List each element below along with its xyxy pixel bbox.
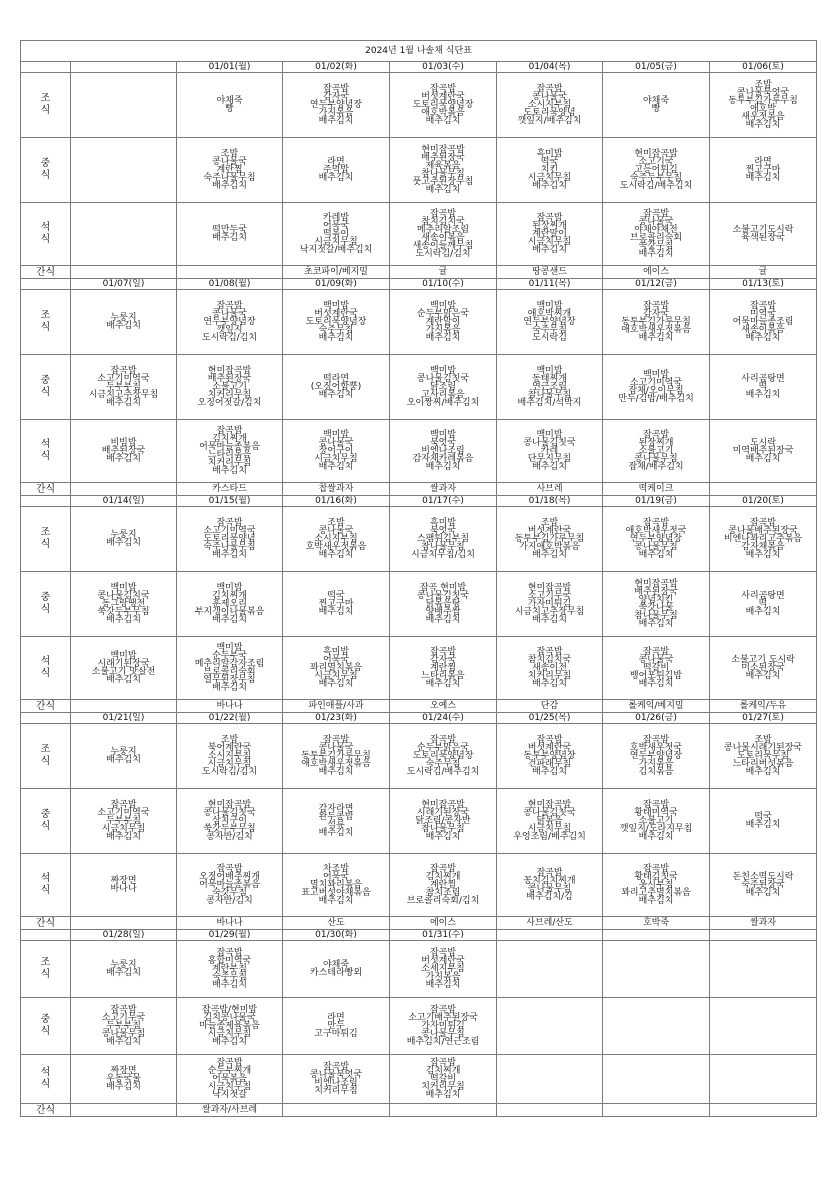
dinner-row <box>21 854 817 917</box>
menu-cell: 조밥 북어계란국 소시지부침 시금치무침 도시락김/김치 <box>177 724 283 789</box>
snack-row <box>21 917 817 930</box>
snack-row <box>21 1104 817 1117</box>
menu-cell: 현미잡곡밥 배추된장국 제육볶음 참나물무침 풋고추된장무침 배추김치 <box>390 138 497 203</box>
lunch-row <box>21 789 817 854</box>
date-row-corner <box>21 930 71 941</box>
menu-cell: 잡곡밥 호박새우젓국 연두부양념장 가지볶음 김치볶음 <box>603 724 710 789</box>
menu-cell: 도시락 미역배추된장국 배추김치 <box>710 420 817 483</box>
menu-cell: 라면 주먹밥 배추김치 <box>283 138 390 203</box>
date-cell: 01/23(화) <box>283 713 390 724</box>
breakfast-label: 조 식 <box>21 290 71 355</box>
date-cell: 01/20(토) <box>710 496 817 507</box>
menu-cell: 비빔밥 배추된장국 배추김치 <box>71 420 177 483</box>
menu-cell: 조밥 콩나물시래기된장국 도토리묵무침 느타리버섯볶음 배추김치 <box>710 724 817 789</box>
menu-cell: 백미밥 애호박찌개 연두부양념장 숙주무침 도시락김 <box>497 290 603 355</box>
menu-cell: 잡곡밥 소고기미역국 두부부침 시금치무침 배추김치 <box>71 789 177 854</box>
lunch-row <box>21 998 817 1055</box>
menu-cell: 감자라면 완두콩밥 석류 배추김치 <box>283 789 390 854</box>
menu-cell: 백미밥 소고기미역국 잡채/오이무침 만두/김밥/배추김치 <box>603 355 710 420</box>
date-cell: 01/11(목) <box>497 279 603 290</box>
date-cell: 01/17(수) <box>390 496 497 507</box>
snack-row <box>21 700 817 713</box>
dinner-label: 석 식 <box>21 420 71 483</box>
menu-cell: 잡곡밥 콩나물국 소시지부침 도토리묵양념 깻잎지/배추김치 <box>497 73 603 138</box>
snack-label: 간식 <box>21 266 71 279</box>
breakfast-label: 조 식 <box>21 73 71 138</box>
lunch-label: 중 식 <box>21 789 71 854</box>
dinner-label: 석 식 <box>21 1055 71 1104</box>
menu-cell: 잡곡밥 콩나물국 동투부김가루무침 애호박새우젓볶음 배추김치 <box>283 724 390 789</box>
menu-cell: 백미밥 버섯계란국 도토리묵양념장 숙주무침 배추김치 <box>283 290 390 355</box>
menu-cell: 흑미밥 북엇국 스팸튀김부침 참나물무침 시금치무침/김치 <box>390 507 497 572</box>
menu-cell: 누룽지 배추김치 <box>71 507 177 572</box>
date-cell: 01/05(금) <box>603 62 710 73</box>
menu-cell: 현미잡곡밥 콩나물김칫국 닭볶음 시금치무침 우엉조림/배추김치 <box>497 789 603 854</box>
date-cell: 01/07(일) <box>71 279 177 290</box>
menu-cell: 잡곡밥 소고기무국 두부부침 콩나물무침 배추김치 <box>71 998 177 1055</box>
date-row <box>21 496 817 507</box>
menu-cell: 조밥 콩나물국 소시지부침 호박새우젓볶음 배추김치 <box>283 507 390 572</box>
breakfast-row <box>21 941 817 998</box>
snack-label: 간식 <box>21 483 71 496</box>
dinner-label: 석 식 <box>21 203 71 266</box>
date-cell: 01/13(토) <box>710 279 817 290</box>
date-row <box>21 279 817 290</box>
menu-cell: 잡곡밥 콩나물북엇국 비엔나조림 치커리무침 <box>283 1055 390 1104</box>
snack-cell: 귤 <box>390 266 497 279</box>
date-cell: 01/31(수) <box>390 930 497 941</box>
date-cell: 01/29(월) <box>177 930 283 941</box>
menu-cell: 잡곡밥 황태미역국 소불고기 깻잎지/도라지무침 배추김치 <box>603 789 710 854</box>
date-row <box>21 930 817 941</box>
date-cell: 01/09(화) <box>283 279 390 290</box>
date-row-corner <box>21 713 71 724</box>
date-cell: 01/21(일) <box>71 713 177 724</box>
menu-cell: 잡곡밥/현미밥 김치콩나물국 마늘종제육볶음 시금치무침 배추김치 <box>177 998 283 1055</box>
menu-cell: 흑미밥 어묵국 꽈리멸치볶음 시금치무침 배추김치 <box>283 637 390 700</box>
snack-cell <box>71 266 177 279</box>
menu-cell <box>603 998 710 1055</box>
date-row-corner <box>21 62 71 73</box>
menu-cell: 소불고기 도시락 미소된장국 배추김치 <box>710 637 817 700</box>
breakfast-label: 조 식 <box>21 941 71 998</box>
date-cell <box>497 930 603 941</box>
menu-cell: 잡곡밥 꽁치김치찌개 콩나물무침 배추김치/김 <box>497 854 603 917</box>
dinner-row <box>21 637 817 700</box>
menu-cell: 누룽지 배추김치 <box>71 941 177 998</box>
snack-cell: 파인애플/사과 <box>283 700 390 713</box>
menu-cell: 백미밥 시래기된장국 소불고기 맛살전 배추김치 <box>71 637 177 700</box>
meal-plan-body <box>21 41 817 1117</box>
date-cell: 01/19(금) <box>603 496 710 507</box>
menu-cell <box>710 1055 817 1104</box>
menu-cell: 잡곡밥 감자국 연두부양념장 가지볶음 배추김치 <box>283 73 390 138</box>
date-cell: 01/15(월) <box>177 496 283 507</box>
date-cell: 01/26(금) <box>603 713 710 724</box>
menu-cell <box>71 138 177 203</box>
menu-cell: 잡곡밥 김치찌개 계란찜 참치조림 브로콜리숙회/김치 <box>390 854 497 917</box>
date-cell: 01/25(목) <box>497 713 603 724</box>
lunch-row <box>21 355 817 420</box>
menu-cell: 조밥 버섯계란국 동투부김가루무침 가지애호박볶음 배추김치 <box>497 507 603 572</box>
menu-cell: 잡곡밥 참치김치국 새송이전 치커리무침 배추김치 <box>497 637 603 700</box>
snack-label: 간식 <box>21 1104 71 1117</box>
menu-cell: 잡곡밥 된장찌개 소불고기 콩나물무침 잡채/배추김치 <box>603 420 710 483</box>
snack-cell: 오예스 <box>390 700 497 713</box>
date-row <box>21 713 817 724</box>
snack-cell: 산도 <box>283 917 390 930</box>
snack-cell <box>497 1104 603 1117</box>
menu-cell: 잡곡밥 김치찌개 떡갈비 치커리무침 배추김치 <box>390 1055 497 1104</box>
menu-cell: 잡곡밥 된장찌개 계란말이 시금치무침 배추김치 <box>497 203 603 266</box>
page-title: 2024년 1월 나솔채 식단표 <box>21 41 817 62</box>
menu-cell: 현미잡곡밥 소고기무국 가자미튀김 시금치고추장무침 배추김치 <box>497 572 603 637</box>
menu-cell: 흑미밥 떡국 치킨 시금치무침 배추김치 <box>497 138 603 203</box>
menu-cell: 떡국 배추김치 <box>710 789 817 854</box>
menu-cell: 잡곡밥 콩나물국 떡갈비 뱅어포튀김밥 배추김치 <box>603 637 710 700</box>
dinner-label: 석 식 <box>21 637 71 700</box>
menu-cell: 떡만두국 배추김치 <box>177 203 283 266</box>
dinner-row <box>21 420 817 483</box>
title-row <box>21 41 817 62</box>
menu-cell: 짜장면 우동국물 배추김치 <box>71 1055 177 1104</box>
menu-cell <box>710 941 817 998</box>
menu-cell: 라면 찐고구마 배추김치 <box>710 138 817 203</box>
date-row-corner <box>21 496 71 507</box>
lunch-label: 중 식 <box>21 572 71 637</box>
snack-cell: 쌀과자 <box>710 917 817 930</box>
snack-cell: 찹쌀과자 <box>283 483 390 496</box>
date-cell: 01/22(월) <box>177 713 283 724</box>
date-cell: 01/04(목) <box>497 62 603 73</box>
breakfast-row <box>21 507 817 572</box>
menu-cell: 야채죽 빵 <box>603 73 710 138</box>
menu-cell: 현미잡곡밥 배추된장국 소불고기 치커리무침 오징어젓갈/김치 <box>177 355 283 420</box>
menu-cell: 현미잡곡밥 소고기국 고등어튀김 숙주두부무침 도시락김/배추김치 <box>603 138 710 203</box>
menu-cell: 야채죽 카스테라빵외 <box>283 941 390 998</box>
menu-cell: 잡곡밥 황태김칫국 옷시부침 꽈리고추멸치볶음 배추김치 <box>603 854 710 917</box>
snack-cell: 초코파이/베지밀 <box>283 266 390 279</box>
snack-cell: 쌀과자 <box>390 483 497 496</box>
lunch-label: 중 식 <box>21 138 71 203</box>
snack-label: 간식 <box>21 917 71 930</box>
menu-cell: 현미잡곡밥 콩나물김칫국 삼치구이 쑥갓두부무침 콩자반/김치 <box>177 789 283 854</box>
menu-cell: 잡곡 현미밥 콩나물김칫국 닭볶음탕 양배추쌈 배추김치 <box>390 572 497 637</box>
menu-cell: 현미잡곡밥 배추된장국 양념치킨 쑥갓나물 참나물무침 배추김치 <box>603 572 710 637</box>
menu-cell <box>497 941 603 998</box>
menu-cell: 잡곡밥 홍합미역국 계란부침 숙주무침 배추김치 <box>177 941 283 998</box>
menu-cell: 백미밥 콩나물김칫국 닭조림 고사리볶음 오이짱찌/배추김치 <box>390 355 497 420</box>
lunch-label: 중 식 <box>21 355 71 420</box>
date-cell: 01/12(금) <box>603 279 710 290</box>
menu-cell: 잡곡밥 김치찌개 어묵마늘종볶음 느타리볶음 치커리무침 배추김치 <box>177 420 283 483</box>
menu-cell: 백미밥 콩나물김치국 동그랑땡전 쑥갓두부무침 배추김치 <box>71 572 177 637</box>
menu-cell: 백미밥 순두부국 메추리알감자조림 브로콜리숙회 열무된장무침 배추김치 <box>177 637 283 700</box>
snack-cell <box>710 483 817 496</box>
meal-plan-table <box>20 40 817 1117</box>
menu-cell: 백미밥 김치찌개 훈제오리 부지갱이나물볶음 배추김치 <box>177 572 283 637</box>
menu-cell: 차조밥 어묵국 멸치꽈리볶음 표고버섯야채볶음 배추김치 <box>283 854 390 917</box>
menu-cell: 떡라면 (오징어함뿡) 배추김치 <box>283 355 390 420</box>
menu-cell: 소불고기도시락 육색된장국 <box>710 203 817 266</box>
menu-cell: 사리곰탕면 떡 배추김치 <box>710 355 817 420</box>
date-row-corner <box>21 279 71 290</box>
menu-cell: 잡곡밥 미역국 어묵마늘종조림 새송이볶음 배추김치 <box>710 290 817 355</box>
snack-cell: 사브레 <box>497 483 603 496</box>
snack-cell: 바나나 <box>177 700 283 713</box>
dinner-label: 석 식 <box>21 854 71 917</box>
menu-cell: 누룽지 배추김치 <box>71 290 177 355</box>
date-row <box>21 62 817 73</box>
date-cell: 01/28(일) <box>71 930 177 941</box>
date-cell: 01/03(수) <box>390 62 497 73</box>
snack-cell: 롤케익/두유 <box>710 700 817 713</box>
menu-cell: 잡곡밥 소고기미역국 두부부침 시금치고추장무침 배추김치 <box>71 355 177 420</box>
menu-cell <box>497 1055 603 1104</box>
menu-cell: 돈친소떡도시락 숙주된장국 배추김치 <box>710 854 817 917</box>
date-cell: 01/02(화) <box>283 62 390 73</box>
dinner-row <box>21 203 817 266</box>
menu-cell <box>71 203 177 266</box>
lunch-row <box>21 572 817 637</box>
snack-cell: 에이스 <box>603 266 710 279</box>
menu-cell: 백미밥 순두부맑은국 계란말이 가지볶음 배추김치 <box>390 290 497 355</box>
snack-cell: 단감 <box>497 700 603 713</box>
snack-cell: 떡케이크 <box>603 483 710 496</box>
menu-cell <box>497 998 603 1055</box>
breakfast-row <box>21 724 817 789</box>
menu-cell <box>71 73 177 138</box>
date-cell: 01/16(화) <box>283 496 390 507</box>
date-cell <box>71 62 177 73</box>
menu-cell: 잡곡밥 참치김치국 메추리알조림 새송이볶음 새송이들깨무침 도시락김/김치 <box>390 203 497 266</box>
breakfast-row <box>21 73 817 138</box>
menu-cell: 라면 만두 고구마튀김 <box>283 998 390 1055</box>
menu-cell: 잡곡밥 애호박새우젓국 연두부양념장 콩나물무침 배추김치 <box>603 507 710 572</box>
date-cell: 01/18(목) <box>497 496 603 507</box>
snack-cell: 카스타드 <box>177 483 283 496</box>
breakfast-label: 조 식 <box>21 507 71 572</box>
snack-row <box>21 266 817 279</box>
menu-cell: 잡곡밥 버섯계란국 소세지부침 가지볶음 배추김치 <box>390 941 497 998</box>
lunch-row <box>21 138 817 203</box>
snack-cell <box>71 700 177 713</box>
snack-cell: 쌀과자/사브레 <box>177 1104 283 1117</box>
lunch-label: 중 식 <box>21 998 71 1055</box>
menu-cell: 백미밥 콩나물김칫국 카레 단무지무침 배추김치 <box>497 420 603 483</box>
menu-cell: 잡곡밥 소고기배추된장국 가자미튀김 콩나물무침 배추김치/연근조림 <box>390 998 497 1055</box>
snack-cell <box>603 1104 710 1117</box>
menu-cell: 떡국 찐고구마 배추김치 <box>283 572 390 637</box>
date-cell: 01/10(수) <box>390 279 497 290</box>
menu-cell: 카레밥 어묵국 떡볶이 시금치무침 낙지젓갈/배추김치 <box>283 203 390 266</box>
menu-cell: 잡곡밥 감자국 동투부김가루무침 애호박새우젓볶음 배추김치 <box>603 290 710 355</box>
menu-cell: 잡곡밥 순두부찌개 어묵볶음 시금치무침 낙지젓갈 <box>177 1055 283 1104</box>
menu-cell <box>603 1055 710 1104</box>
snack-cell <box>71 483 177 496</box>
menu-cell: 잡곡밥 콩나물국 연두부양념장 깻잎지 도시락김/김치 <box>177 290 283 355</box>
snack-cell <box>177 266 283 279</box>
dinner-row <box>21 1055 817 1104</box>
menu-cell: 누룽지 배추김치 <box>71 724 177 789</box>
breakfast-row <box>21 290 817 355</box>
menu-cell: 잡곡밥 소고기미역국 도토리묵양념 숙주나물무침 배추김치 <box>177 507 283 572</box>
snack-cell: 바나나 <box>177 917 283 930</box>
date-cell: 01/27(토) <box>710 713 817 724</box>
menu-cell: 야채죽 빵 <box>177 73 283 138</box>
date-cell: 01/24(수) <box>390 713 497 724</box>
menu-cell: 사리곰탕면 떡 배추김치 <box>710 572 817 637</box>
snack-row <box>21 483 817 496</box>
menu-cell: 잡곡밥 감자국 계란찜 느타리볶음 배추김치 <box>390 637 497 700</box>
snack-cell: 사브레/산도 <box>497 917 603 930</box>
date-cell <box>710 930 817 941</box>
snack-cell: 롤케익/베지밀 <box>603 700 710 713</box>
menu-cell: 현미잡곡밥 시래기된장국 닭조림/콩자반 참나물무침 배추김치 <box>390 789 497 854</box>
snack-cell <box>283 1104 390 1117</box>
menu-cell: 조밥 콩나물북엇국 동투부김가루무침 애호박 새우젓볶음 배추김치 <box>710 73 817 138</box>
menu-cell: 짜장면 바나나 <box>71 854 177 917</box>
menu-cell: 백미밥 동태찌개 연근조림 참나물무침 배추김치/석박지 <box>497 355 603 420</box>
menu-cell: 백미밥 콩나물국 장어구이 시금치무침 배추김치 <box>283 420 390 483</box>
snack-cell: 호박죽 <box>603 917 710 930</box>
date-cell: 01/06(토) <box>710 62 817 73</box>
date-cell <box>603 930 710 941</box>
menu-cell: 잡곡밥 버섯계란국 동투부양념장 건파래무침 배추김치 <box>497 724 603 789</box>
snack-cell <box>71 1104 177 1117</box>
menu-cell: 잡곡밥 콩나물배추된장국 비엔나꽈리고추볶음 감자채볶음 배추김치 <box>710 507 817 572</box>
snack-cell <box>710 1104 817 1117</box>
breakfast-label: 조 식 <box>21 724 71 789</box>
date-cell: 01/14(일) <box>71 496 177 507</box>
menu-cell: 백미밥 북엇국 비엔나조림 감자채카레볶음 배추김치 <box>390 420 497 483</box>
snack-cell <box>71 917 177 930</box>
date-cell: 01/01(월) <box>177 62 283 73</box>
date-cell: 01/30(화) <box>283 930 390 941</box>
menu-cell: 잡곡밥 콩나물국 야채야채전 브로콜리숙회 쑥갓무침 배추김치 <box>603 203 710 266</box>
menu-cell: 잡곡밥 버섯계란국 도토리묵양념장 애호박볶음 배추김치 <box>390 73 497 138</box>
date-cell: 01/08(월) <box>177 279 283 290</box>
menu-cell: 잡곡밥 순두부맑은국 도토리묵양념장 숙주무침 도시락김/배추김치 <box>390 724 497 789</box>
snack-cell: 에이스 <box>390 917 497 930</box>
menu-cell <box>710 998 817 1055</box>
snack-cell <box>390 1104 497 1117</box>
menu-cell <box>603 941 710 998</box>
menu-cell: 조밥 콩나물국 계란찜 숙주나물무침 배추김치 <box>177 138 283 203</box>
menu-cell: 잡곡밥 오징어배추찌개 어묵마늘종볶음 숙갓무침 콩자반/김치 <box>177 854 283 917</box>
snack-label: 간식 <box>21 700 71 713</box>
snack-cell: 땅콩샌드 <box>497 266 603 279</box>
snack-cell: 귤 <box>710 266 817 279</box>
